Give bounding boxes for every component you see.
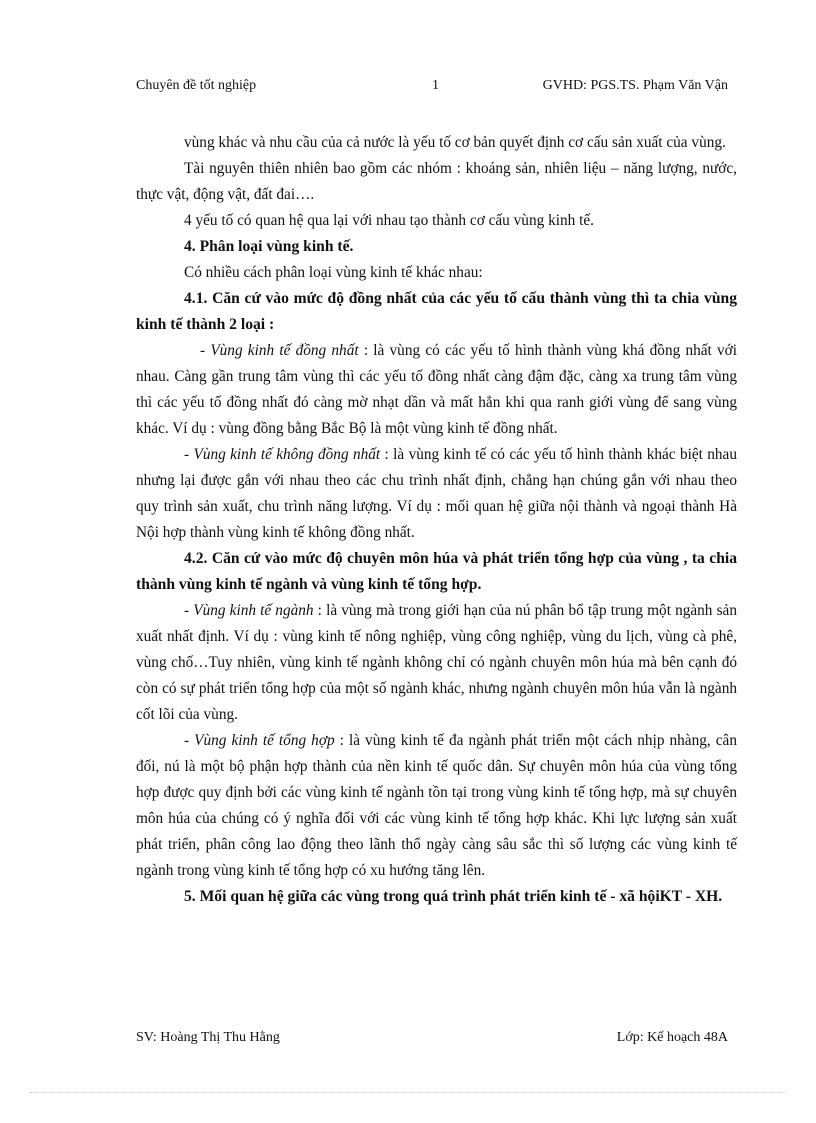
list-dash: - (184, 446, 194, 463)
paragraph: vùng khác và nhu cầu của cả nước là yếu tố cơ bản quyết định cơ cấu sản xuất của vùng. (184, 134, 726, 151)
page-bottom-divider (30, 1092, 786, 1093)
footer-student: SV: Hoàng Thị Thu Hằng (136, 1030, 280, 1045)
definition-text: : là vùng có các yếu tố hình thành vùng khá đồng nhất với nhau. Càng gần trung tâm vùng thì các yếu tố đồng nhất càng đậm đặc, càng xa trung tâm vùng thì các yếu tố đồng nhất đó càng mờ nhạt dần và mất hẳn khi qua ranh giới vùng để sang vùng khác. Ví dụ : vùng đồng bằng Bắc Bộ là một vùng kinh tế đồng nhất. (136, 342, 737, 437)
defined-term: Vùng kinh tế ngành (193, 602, 314, 619)
page-footer (136, 1030, 736, 1050)
paragraph: Có nhiều cách phân loại vùng kinh tế khác nhau: (184, 264, 483, 281)
paragraph: 4 yếu tố có quan hệ qua lại với nhau tạo thành cơ cấu vùng kinh tế. (184, 212, 594, 229)
list-dash: - (184, 602, 194, 619)
page-header (136, 78, 736, 98)
definition-text: : là vùng kinh tế đa ngành phát triển một cách nhịp nhàng, cân đối, nú là một bộ phận hợp thành của nền kinh tế quốc dân. Sự chuyên môn húa của vùng tổng hợp được quy định bởi các vùng kinh tế ngành tồn tại trong vùng kinh tế tổng hợp, mà sự chuyên môn húa của chúng có ý nghĩa đối với các vùng kinh tế tổng hợp khác. Khi lực lượng sản xuất phát triển, phân công lao động theo lãnh thổ ngày càng sâu sắc thì số lượng các vùng kinh tế ngành trong vùng kinh tế tổng hợp có xu hướng tăng lên. (136, 732, 737, 879)
definition-paragraph (136, 338, 737, 442)
definition-paragraph (136, 598, 737, 728)
header-title: Chuyên đề tốt nghiệp (136, 78, 257, 93)
defined-term: Vùng kinh tế tổng hợp (194, 732, 335, 749)
section-heading-4: 4. Phân loại vùng kinh tế. (184, 238, 354, 255)
definition-paragraph (136, 728, 737, 884)
definition-text: : là vùng mà trong giới hạn của nú phân bổ tập trung một ngành sản xuất nhất định. Ví dụ : vùng kinh tế nông nghiệp, vùng công nghiệp, vùng du lịch, vùng cà phê, vùng chố…Tuy nhiên, vùng kinh tế ngành không chỉ có ngành chuyên môn húa mà bên cạnh đó còn có sự phát triển tổng hợp của một số ngành khác, nhưng ngành chuyên môn húa vẫn là ngành cốt lõi của vùng. (136, 602, 737, 723)
footer-class: Lớp: Kế hoạch 48A (616, 1030, 728, 1045)
paragraph: Tài nguyên thiên nhiên bao gồm các nhóm : khoáng sản, nhiên liệu – năng lượng, nước, thực vật, động vật, đất đai…. (136, 160, 737, 203)
defined-term: Vùng kinh tế đồng nhất (210, 342, 359, 359)
subsection-heading-4-1: 4.1. Căn cứ vào mức độ đồng nhất của các yếu tố cấu thành vùng thì ta chia vùng kinh tế thành 2 loại : (136, 290, 737, 333)
defined-term: Vùng kinh tế không đồng nhất (193, 446, 381, 463)
list-dash: - (200, 342, 211, 359)
header-supervisor: GVHD: PGS.TS. Phạm Văn Vận (542, 78, 728, 93)
page-number: 1 (432, 78, 439, 93)
definition-text: : là vùng kinh tế có các yếu tố hình thành khác biệt nhau nhưng lại được gắn với nhau theo các chu trình nhất định, chẳng hạn chúng gắn với nhau theo quy trình sản xuất, chu trình năng lượng. Ví dụ : mối quan hệ giữa nội thành và ngoại thành Hà Nội hợp thành vùng kinh tế không đồng nhất. (136, 446, 737, 541)
list-dash: - (184, 732, 195, 749)
section-heading-5: 5. Mối quan hệ giữa các vùng trong quá trình phát triển kinh tế - xã hộiKT - XH. (184, 888, 723, 905)
subsection-heading-4-2: 4.2. Căn cứ vào mức độ chuyên môn húa và phát triển tổng hợp của vùng , ta chia thành vùng kinh tế ngành và vùng kinh tế tổng hợp. (136, 550, 737, 593)
document-body (136, 130, 737, 910)
definition-paragraph (136, 442, 737, 546)
